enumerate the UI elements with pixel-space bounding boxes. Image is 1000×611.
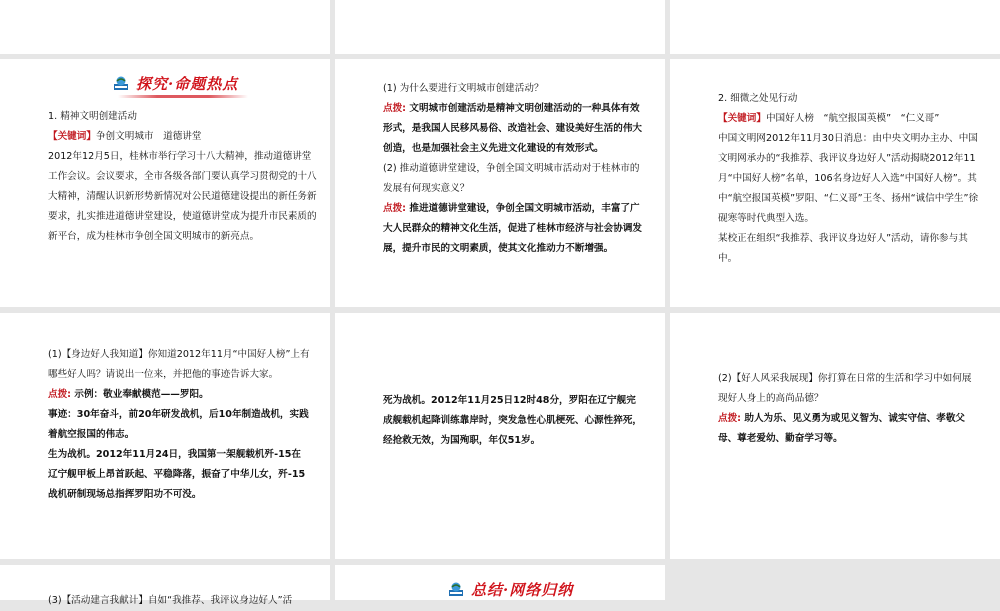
slide-thumbnail-11[interactable] <box>335 565 665 600</box>
hint-label: 点拨: <box>383 103 407 114</box>
answer-body: 事迹：30年奋斗，前20年研发战机，后10年制造战机，实践着航空报国的伟志。 <box>48 409 309 440</box>
slide-thumbnail-8[interactable] <box>335 313 665 559</box>
answer-1-text: 文明城市创建活动是精神文明创建活动的一种具体有效形式，是我国人民移风易俗、改造社会、建设美好生活的伟大创造，也是加强社会主义先进文化建设的有效形式。 <box>383 103 643 154</box>
answer <box>718 409 980 449</box>
slide-thumbnail-10[interactable] <box>0 565 330 606</box>
empty-slot <box>670 565 1000 600</box>
keyword-line <box>48 127 318 147</box>
task-paragraph: 某校正在组织“我推荐、我评议身边好人”活动，请你参与其中。 <box>718 233 968 264</box>
slide-thumbnail-6[interactable] <box>670 59 1000 307</box>
body-paragraph: 2012年12月5日，桂林市举行学习十八大精神，推动道德讲堂工作会议。会议要求，全市各级各部门要认真学习贯彻党的十八大精神，清醒认识新形势新情况对公民道德建设提出的新任务新要求，扎实推进道德讲堂建设，使道德讲堂成为提升市民素质的新平台，成为桂林市争创全国文明城市的新亮点。 <box>48 151 317 242</box>
hint-label: 点拨: <box>383 203 407 214</box>
keyword-label: 【关键词】 <box>48 131 96 142</box>
question: (1)【身边好人我知道】你知道2012年11月“中国好人榜”上有哪些好人吗？请说出一位来，并把他的事迹告诉大家。 <box>48 349 310 380</box>
banner-title: 探究·命题热点 <box>136 75 239 93</box>
answer-2 <box>383 199 645 259</box>
answer-2-text: 推进道德讲堂建设，争创全国文明城市活动，丰富了广大人民群众的精神文化生活，促进了桂林市经济与社会协调发展，提升市民的文明素质，使其文化推动力不断增强。 <box>383 203 643 254</box>
slide-body <box>718 89 980 269</box>
slide-thumbnail-7[interactable] <box>0 313 330 559</box>
slide-body <box>48 345 310 505</box>
banner-title: 总结·网络归纳 <box>471 581 574 599</box>
section-heading: 2. 细微之处见行动 <box>718 93 798 104</box>
banner-underline <box>118 95 248 98</box>
keyword-text: 中国好人榜 “航空报国英模” “仁义哥” <box>765 113 940 124</box>
book-globe-icon <box>447 581 465 599</box>
question-2: (2) 推动道德讲堂建设，争创全国文明城市活动对于桂林市的发展有何现实意义？ <box>383 163 640 194</box>
answer-1 <box>383 99 645 159</box>
slide-thumbnail-5[interactable] <box>335 59 665 307</box>
keyword-line <box>718 109 980 129</box>
keyword-label: 【关键词】 <box>718 113 766 124</box>
answer-text: 助人为乐、见义勇为或见义智为、诚实守信、孝敬父母、尊老爱幼、勤奋学习等。 <box>718 413 966 444</box>
slide-body <box>48 107 318 247</box>
slide-top-left <box>0 0 330 54</box>
question: (2)【好人风采我展现】你打算在日常的生活和学习中如何展现好人身上的高尚品德？ <box>718 373 972 404</box>
hint-label: 点拨: <box>718 413 742 424</box>
section-banner <box>447 579 573 600</box>
slide-body <box>718 369 980 449</box>
answer-intro-text: 示例：敬业奉献模范——罗阳。 <box>74 389 209 400</box>
slide-thumbnail-9[interactable] <box>670 313 1000 559</box>
answer-intro <box>48 385 310 405</box>
body-paragraph: 中国文明网2012年11月30日消息：由中央文明办主办、中国文明网承办的“我推荐、我评议身边好人”活动揭晓2012年11月“中国好人榜”名单，106名身边好人入选“中国好人榜”。其中“航空报国英模”罗阳、“仁义哥”王冬、扬州“诚信中学生”徐砚寒等时代典型入选。 <box>718 133 979 224</box>
slide-thumbnail-4[interactable] <box>0 59 330 307</box>
slide-body <box>383 79 645 259</box>
section-banner <box>112 73 238 94</box>
keyword-text: 争创文明城市 道德讲堂 <box>95 131 202 142</box>
slide-body: 死为战机。2012年11月25日12时48分，罗阳在辽宁舰完成舰载机起降训练靠岸时，突发急性心肌梗死、心源性猝死，经抢救无效，为国殉职，年仅51岁。 <box>383 395 643 446</box>
slide-top-middle <box>335 0 665 54</box>
answer-body-2: 生为战机。2012年11月24日，我国第一架舰载机歼-15在辽宁舰甲板上昂首跃起、平稳降落，振奋了中华儿女，歼-15战机研制现场总指挥罗阳功不可没。 <box>48 449 306 500</box>
section-heading: 1. 精神文明创建活动 <box>48 111 137 122</box>
hint-label: 点拨: <box>48 389 72 400</box>
book-globe-icon <box>112 75 130 93</box>
slide-top-right <box>670 0 1000 54</box>
question-1: (1) 为什么要进行文明城市创建活动？ <box>383 83 544 94</box>
slide-body-partial: (3)【活动建言我献计】自如“我推荐、我评议身边好人”活 <box>48 595 293 606</box>
